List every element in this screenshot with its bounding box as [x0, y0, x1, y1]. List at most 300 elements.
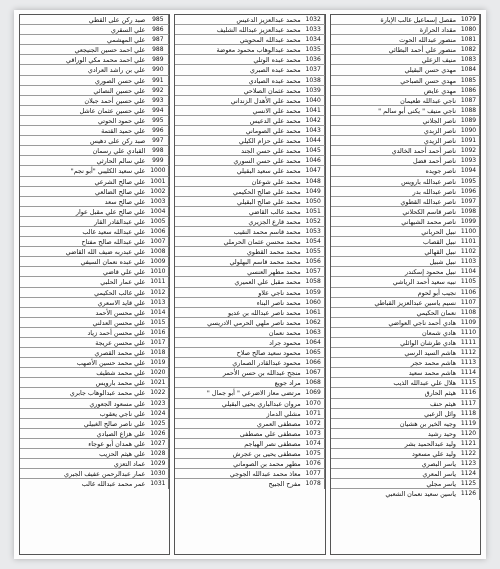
row-name: معاذ محمد عبدالله الجوجي: [229, 470, 301, 479]
row-number: 1004: [147, 207, 169, 216]
table-row: [175, 227, 324, 237]
table-row: [331, 267, 480, 277]
row-number: 1075: [303, 449, 325, 458]
row-name: القبادي علي رسمان: [92, 147, 146, 156]
row-number: 1097: [458, 197, 480, 206]
row-name: ناصر الجلاني: [422, 116, 456, 125]
row-number: 992: [147, 86, 169, 95]
row-name: مهدي عايض: [423, 86, 456, 95]
table-row: [175, 166, 324, 176]
row-name: وليد علي مسعود: [412, 450, 456, 459]
table-row: [20, 439, 169, 449]
row-name: علي قايد الاسعري: [97, 298, 146, 307]
table-row: [20, 166, 169, 176]
row-number: 1019: [147, 358, 169, 367]
table-row: [20, 96, 169, 106]
row-name: علي سعيد الكليبي "أبو نجم": [70, 167, 146, 176]
row-number: 1117: [458, 399, 480, 408]
row-number: 1027: [147, 439, 169, 448]
table-row: [20, 277, 169, 287]
row-number: 1039: [303, 86, 325, 95]
row-name: محمد علي شوعان: [251, 177, 301, 186]
row-number: 1014: [147, 308, 169, 317]
row-number: 1031: [147, 479, 169, 489]
table-row: [175, 126, 324, 136]
row-name: نسيم ياسين عبدالعزيز القباطي: [374, 298, 456, 307]
table-row: [331, 96, 480, 106]
table-row: [20, 459, 169, 469]
row-number: 1098: [458, 207, 480, 216]
row-name: علي حمود الحوتي: [97, 116, 146, 125]
table-row: [175, 96, 324, 106]
row-name: علي احمد محمد مكي الوراقي: [66, 56, 146, 65]
row-number: 1111: [458, 338, 480, 347]
row-number: 1121: [458, 439, 480, 448]
row-number: 1116: [458, 388, 480, 397]
row-number: 1038: [303, 76, 325, 85]
row-number: 1114: [458, 368, 480, 377]
row-name: محمد علي سعيد البقيلي: [236, 167, 301, 176]
table-row: [175, 308, 324, 318]
row-name: محمد محمد القطوي: [246, 248, 301, 257]
table-row: [175, 116, 324, 126]
row-name: علي احمد حسين الجنيجعي: [74, 46, 146, 55]
table-row: [331, 227, 480, 237]
row-name: صبد ركن على دهيس: [89, 137, 146, 146]
row-name: عمار عبدالرحمن عفيف الجبري: [63, 470, 146, 479]
table-row: [175, 156, 324, 166]
table-row: [20, 187, 169, 197]
table-row: [175, 187, 324, 197]
row-name: هيثم حنف: [429, 399, 456, 408]
row-name: علي محسن العدلني: [92, 318, 146, 327]
row-number: 1015: [147, 318, 169, 327]
table-row: [331, 177, 480, 187]
table-row: [331, 25, 480, 35]
table-row: [331, 55, 480, 65]
row-name: مقداد الحرازة: [419, 26, 456, 35]
row-name: علي ناصر صالح الغبيلي: [83, 419, 146, 428]
row-number: 988: [147, 45, 169, 54]
row-number: 1058: [303, 277, 325, 286]
table-row: [175, 358, 324, 368]
row-number: 1006: [147, 227, 169, 236]
row-number: 1021: [147, 378, 169, 387]
row-name: محمد علي حسن الجند: [241, 147, 301, 156]
row-number: 1062: [303, 318, 325, 327]
table-row: [331, 76, 480, 86]
row-number: 1047: [303, 166, 325, 175]
row-number: 1020: [147, 368, 169, 377]
row-name: نجيب أبو لحوم: [417, 288, 456, 297]
row-name: علي حسين عثمان عاشل: [79, 106, 146, 115]
row-number: 1088: [458, 106, 480, 115]
table-row: [20, 207, 169, 217]
row-number: 1065: [303, 348, 325, 357]
row-name: ناجي عبدالله طعيمان: [400, 96, 456, 105]
row-number: 987: [147, 35, 169, 44]
table-row: [331, 86, 480, 96]
row-number: 1090: [458, 126, 480, 135]
table-row: [20, 388, 169, 398]
table-row: [20, 86, 169, 96]
row-number: 1068: [303, 378, 325, 387]
row-name: ناصر الزيدي: [423, 137, 456, 146]
row-name: علي ناجي يعقوب: [99, 409, 146, 418]
row-number: 1042: [303, 116, 325, 125]
row-name: محمد عبدالعزيز عبدالله الشليف: [216, 26, 301, 35]
table-row: [331, 459, 480, 469]
row-name: محمد غالب القاضي: [248, 207, 301, 216]
row-name: مهدي حسن الصباحي: [400, 76, 456, 85]
row-number: 1005: [147, 217, 169, 226]
table-row: [175, 348, 324, 358]
table-row: [20, 106, 169, 116]
row-number: 1091: [458, 136, 480, 145]
row-number: 1080: [458, 25, 480, 34]
row-name: علي صالح الضالعي: [95, 187, 146, 196]
row-number: 1001: [147, 177, 169, 186]
row-name: مصطفى نصر الهياجم: [244, 439, 301, 448]
row-name: علي غالب الحكيمي: [94, 288, 146, 297]
table-row: [20, 338, 169, 348]
row-name: محمد عبده الصبري: [249, 66, 301, 75]
table-row: [20, 177, 169, 187]
table-row: [175, 298, 324, 308]
row-number: 1051: [303, 207, 325, 216]
row-number: 1079: [458, 15, 480, 24]
row-number: 1048: [303, 177, 325, 186]
row-number: 1109: [458, 318, 480, 327]
row-name: وائل الزعبي: [424, 409, 456, 418]
table-row: [20, 419, 169, 429]
row-name: منيف الزعلي: [421, 56, 456, 65]
row-name: ياسر المعري: [422, 470, 456, 479]
table-row: [20, 479, 169, 489]
row-name: وجيه الخير بن هشيان: [399, 419, 456, 428]
row-number: 1017: [147, 338, 169, 347]
row-number: 1049: [303, 187, 325, 196]
row-number: 1126: [458, 489, 480, 499]
row-name: ناصر قاسم الكحلاني: [402, 207, 456, 216]
row-number: 1105: [458, 277, 480, 286]
row-name: ناصر عبدالله بارويس: [401, 177, 456, 186]
table-row: [175, 419, 324, 429]
row-number: 1101: [458, 237, 480, 246]
table-row: [331, 399, 480, 409]
table-row: [331, 217, 480, 227]
row-number: 1081: [458, 35, 480, 44]
table-row: [331, 298, 480, 308]
table-row: [175, 15, 324, 25]
row-name: عمر محمد عبدالله غالب: [81, 480, 146, 489]
row-number: 1057: [303, 267, 325, 276]
row-name: مشلي الدماز: [266, 409, 301, 418]
table-row: [175, 45, 324, 55]
table-row: [175, 288, 324, 298]
row-name: نبيل القهالي: [424, 248, 456, 257]
row-number: 1054: [303, 237, 325, 246]
row-number: 1122: [458, 449, 480, 458]
row-number: 1094: [458, 166, 480, 175]
list-column-1: [330, 14, 481, 555]
table-row: [175, 328, 324, 338]
table-row: [175, 247, 324, 257]
table-row: [331, 126, 480, 136]
row-number: 1037: [303, 65, 325, 74]
row-name: علي سالم الحارثي: [96, 157, 146, 166]
row-number: 1032: [303, 15, 325, 24]
table-row: [331, 358, 480, 368]
row-name: محمد قاسم محمد النقيب: [233, 227, 301, 236]
row-name: محمد محمد قاسم البهلولي: [229, 258, 301, 267]
table-row: [20, 257, 169, 267]
table-row: [175, 177, 324, 187]
table-row: [20, 227, 169, 237]
table-row: [175, 469, 324, 479]
row-name: صبد ركن على القطي: [88, 16, 146, 24]
row-number: 1073: [303, 429, 325, 438]
row-name: محمد نعمان: [268, 328, 301, 337]
row-name: ياسين سعيد نعمان الشعبي: [385, 490, 456, 499]
table-row: [175, 388, 324, 398]
row-name: علي محمد شطيف: [96, 369, 146, 378]
row-number: 1110: [458, 328, 480, 337]
row-number: 1028: [147, 449, 169, 458]
table-row: [331, 116, 480, 126]
row-name: ناصر جويده: [425, 167, 456, 176]
row-name: محمد قارع الجزيري: [248, 217, 301, 226]
row-name: هلال علي عبدالله الذيب: [393, 379, 456, 388]
table-row: [331, 207, 480, 217]
row-number: 1050: [303, 197, 325, 206]
row-number: 1022: [147, 388, 169, 397]
table-row: [175, 409, 324, 419]
table-row: [20, 45, 169, 55]
table-row: [331, 146, 480, 156]
row-number: 1070: [303, 399, 325, 408]
table-row: [175, 368, 324, 378]
row-number: 1077: [303, 469, 325, 478]
table-row: [20, 247, 169, 257]
row-number: 1106: [458, 288, 480, 297]
row-number: 1071: [303, 409, 325, 418]
row-number: 1010: [147, 267, 169, 276]
table-row: [20, 288, 169, 298]
name-list-sheet: [14, 10, 486, 559]
row-name: محمد عبدالله المحويتي: [239, 36, 301, 45]
table-row: [175, 378, 324, 388]
table-row: [175, 439, 324, 449]
row-number: 1052: [303, 217, 325, 226]
row-number: 1012: [147, 288, 169, 297]
table-row: [20, 237, 169, 247]
table-row: [20, 318, 169, 328]
row-name: وليد عبدالحميد بشر: [404, 439, 456, 448]
row-name: مروان عبدالباري يحيى البقيلي: [221, 399, 301, 408]
row-number: 1060: [303, 298, 325, 307]
table-row: [331, 35, 480, 45]
table-row: [175, 25, 324, 35]
row-number: 1053: [303, 227, 325, 236]
row-number: 1107: [458, 298, 480, 307]
row-name: هادي أحمد ناجي العواضي: [388, 318, 456, 327]
row-number: 1099: [458, 217, 480, 226]
row-name: نبيل القصاب: [423, 238, 456, 247]
table-row: [331, 469, 480, 479]
row-name: محمود جراد: [269, 339, 301, 347]
table-row: [331, 419, 480, 429]
table-row: [331, 277, 480, 287]
row-number: 1023: [147, 399, 169, 408]
row-number: 996: [147, 126, 169, 135]
table-row: [175, 267, 324, 277]
row-name: علي محسن الأحمد: [95, 308, 146, 317]
table-row: [20, 267, 169, 277]
table-row: [20, 156, 169, 166]
table-row: [175, 399, 324, 409]
row-number: 1123: [458, 459, 480, 468]
row-number: 995: [147, 116, 169, 125]
table-row: [331, 237, 480, 247]
row-number: 1092: [458, 146, 480, 155]
row-number: 1061: [303, 308, 325, 317]
row-number: 1063: [303, 328, 325, 337]
row-name: محمد عثمان الصلاحي: [243, 86, 301, 95]
row-name: ياسر مجلي: [426, 480, 456, 489]
table-row: [331, 136, 480, 146]
row-name: علي مسعود الجعوري: [89, 399, 146, 408]
row-number: 1043: [303, 126, 325, 135]
table-row: [175, 136, 324, 146]
row-name: ناصر عبدالله القطوي: [400, 197, 456, 206]
row-name: علي عبدالله صالح مفتاح: [81, 238, 146, 247]
row-name: علي عبدربه ضيف الله القاضي: [65, 248, 146, 257]
table-row: [331, 318, 480, 328]
table-row: [175, 55, 324, 65]
row-name: علي علي قاضي: [103, 268, 146, 277]
row-name: علي محمد عبدالوهاب جابري: [69, 389, 146, 398]
row-number: 1067: [303, 368, 325, 377]
table-row: [331, 368, 480, 378]
row-number: 1002: [147, 187, 169, 196]
table-row: [20, 197, 169, 207]
table-row: [20, 116, 169, 126]
row-name: محمد علي حزام الكيلي: [238, 137, 301, 146]
row-name: محمد ناصر عبدالله بن عديو: [228, 308, 301, 317]
table-row: [20, 65, 169, 75]
row-name: محمد علي الصوماني: [245, 127, 301, 136]
row-number: 1003: [147, 197, 169, 206]
row-number: 1102: [458, 247, 480, 256]
table-row: [20, 399, 169, 409]
table-row: [331, 65, 480, 75]
row-number: 998: [147, 146, 169, 155]
row-number: 994: [147, 106, 169, 115]
row-name: علي همدان أبو عوجاء: [88, 439, 146, 448]
table-row: [20, 298, 169, 308]
row-name: محمد عبده الصيادي: [248, 76, 301, 85]
row-number: 1076: [303, 459, 325, 468]
row-number: 1113: [458, 358, 480, 367]
table-row: [20, 358, 169, 368]
row-number: 1124: [458, 469, 480, 478]
row-number: 1125: [458, 479, 480, 488]
row-name: علي المهشمي: [106, 36, 146, 45]
row-number: 1016: [147, 328, 169, 337]
row-name: ناصر عبدالله بدر: [412, 187, 456, 196]
row-name: ناصر أحمد أحمد الخالدي: [391, 147, 456, 156]
table-row: [175, 237, 324, 247]
row-name: ناصر أحمد فضل: [413, 157, 456, 166]
row-name: محمد محسن عثمان الحرملي: [223, 238, 301, 247]
row-name: محمد علي الأهدل الزنداني: [230, 96, 301, 105]
table-row: [20, 76, 169, 86]
table-row: [175, 217, 324, 227]
row-name: محمود عبدالقادر الصماري: [232, 359, 301, 368]
table-row: [175, 106, 324, 116]
row-number: 1011: [147, 277, 169, 286]
row-name: نبيل محمود إسكندر: [405, 268, 456, 277]
table-row: [20, 469, 169, 479]
row-number: 1108: [458, 308, 480, 317]
table-row: [331, 45, 480, 55]
row-name: مطهر محمد بن الصوماني: [233, 460, 301, 469]
row-number: 1046: [303, 156, 325, 165]
row-name: علي محمد حسين الأصهب: [76, 359, 146, 368]
row-number: 1072: [303, 419, 325, 428]
table-row: [20, 429, 169, 439]
table-row: [20, 368, 169, 378]
row-number: 1066: [303, 358, 325, 367]
table-row: [331, 489, 480, 499]
row-name: محمد مقبل علي العميري: [234, 278, 301, 287]
row-number: 1009: [147, 257, 169, 266]
table-row: [331, 328, 480, 338]
row-name: منجح عبدالله بن حسن الأحمر: [222, 369, 301, 378]
table-row: [20, 25, 169, 35]
row-number: 1008: [147, 247, 169, 256]
row-number: 1119: [458, 419, 480, 428]
row-name: مقصل إسماعيل غالب الإبارة: [380, 16, 456, 24]
row-number: 1095: [458, 177, 480, 186]
row-name: نعمان الحكيمي: [416, 308, 456, 317]
row-number: 1055: [303, 247, 325, 256]
row-name: محمد ناصر ملهي الحرمي الادريسي: [207, 318, 301, 327]
table-row: [20, 15, 169, 25]
table-row: [20, 136, 169, 146]
list-column-2: [174, 14, 325, 555]
row-name: محمد مطهر العنسي: [247, 268, 301, 277]
table-row: [20, 378, 169, 388]
row-number: 1025: [147, 419, 169, 428]
row-name: مهدي حسن البقيلي: [404, 66, 456, 75]
row-name: هاشم محمد سعيد: [408, 369, 456, 378]
table-row: [175, 146, 324, 156]
table-row: [20, 55, 169, 65]
row-number: 1000: [147, 166, 169, 175]
row-number: 1064: [303, 338, 325, 347]
row-number: 1103: [458, 257, 480, 266]
row-number: 997: [147, 136, 169, 145]
table-row: [20, 348, 169, 358]
row-name: علي هزاع الصيادي: [96, 429, 146, 438]
row-name: علي عمار الحلبي: [100, 278, 146, 287]
row-name: ناصر الزبدي: [423, 127, 456, 136]
row-number: 1036: [303, 55, 325, 64]
row-name: عماد التعزي: [113, 460, 146, 469]
row-number: 1018: [147, 348, 169, 357]
